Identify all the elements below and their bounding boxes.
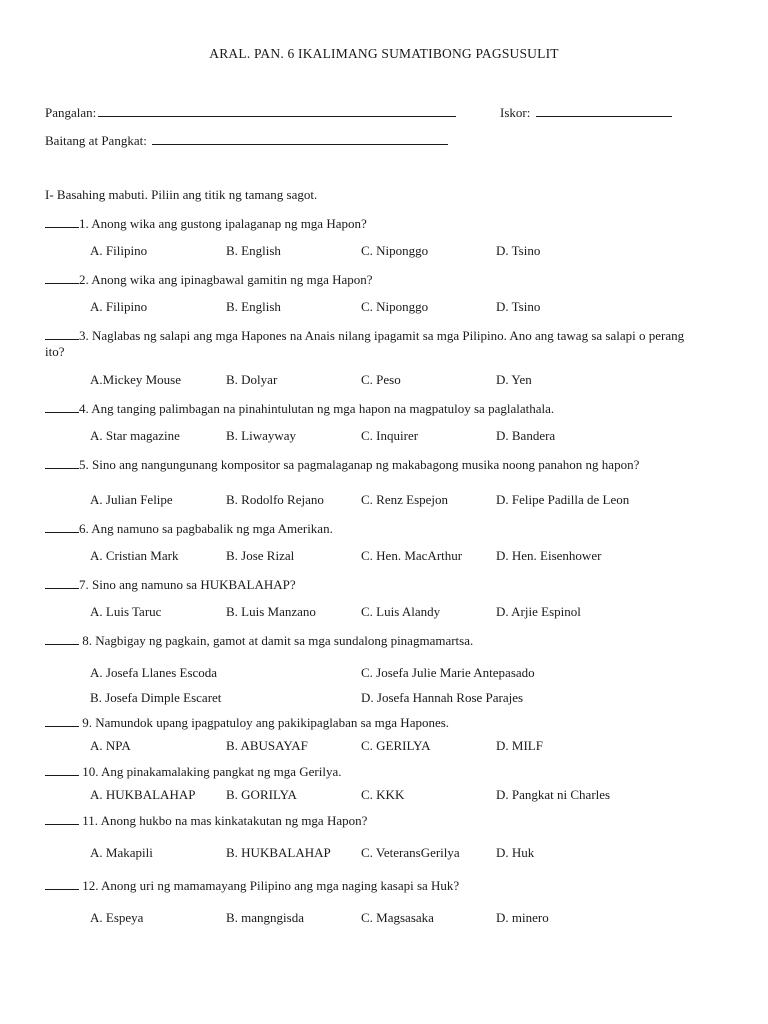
option-d: D. Tsino	[496, 299, 541, 314]
question-text: Sino ang nangungunang kompositor sa pagmalaganap ng makabagong musika noong panahon ng hapon?	[92, 457, 640, 472]
question-text: Ang pinakamalaking pangkat ng mga Gerilya.	[101, 764, 342, 779]
option-a: A. Cristian Mark	[90, 548, 179, 563]
question-2	[45, 271, 373, 288]
question-text: Anong uri ng mamamayang Pilipino ang mga naging kasapi sa Huk?	[101, 878, 460, 893]
baitang-field[interactable]	[45, 132, 448, 149]
option-c: C. KKK	[361, 787, 405, 802]
option-b: B. mangngisda	[226, 910, 304, 925]
option-a: A. Filipino	[90, 299, 148, 314]
question-number: 3.	[79, 328, 89, 343]
question-text: Namundok upang ipagpatuloy ang pakikipaglaban sa mga Hapones.	[95, 715, 450, 730]
question-text: Anong hukbo na mas kinkatakutan ng mga Hapon?	[100, 813, 368, 828]
option-a: A. Filipino	[90, 243, 148, 258]
option-c: C. Peso	[361, 372, 401, 387]
pangalan-blank[interactable]	[98, 104, 456, 117]
option-b: B. Jose Rizal	[226, 548, 295, 563]
answer-blank[interactable]	[45, 520, 79, 533]
question-number: 2.	[79, 272, 89, 287]
option-b: B. Rodolfo Rejano	[226, 492, 324, 507]
question-6	[45, 520, 333, 537]
question-number: 10.	[82, 764, 99, 779]
page-title: ARAL. PAN. 6 IKALIMANG SUMATIBONG PAGSUSULIT	[209, 46, 559, 61]
iskor-field[interactable]	[500, 104, 672, 121]
question-number: 6.	[79, 521, 89, 536]
option-b: B. GORILYA	[226, 787, 297, 802]
answer-blank[interactable]	[45, 400, 79, 413]
option-c: C. Niponggo	[361, 243, 429, 258]
option-d: D. Tsino	[496, 243, 541, 258]
option-d: D. Bandera	[496, 428, 556, 443]
option-d: D. Hen. Eisenhower	[496, 548, 602, 563]
answer-blank[interactable]	[45, 456, 79, 469]
option-a: A. Julian Felipe	[90, 492, 173, 507]
question-number: 8.	[82, 633, 92, 648]
option-c: C. Niponggo	[361, 299, 429, 314]
question-12	[45, 877, 459, 894]
question-text: Ang namuno sa pagbabalik ng mga Amerikan.	[91, 521, 333, 536]
question-number: 4.	[79, 401, 89, 416]
instruction: I- Basahing mabuti. Piliin ang titik ng tamang sagot.	[45, 187, 318, 202]
option-c: C. Inquirer	[361, 428, 419, 443]
question-text: Naglabas ng salapi ang mga Hapones na Anais nilang ipagamit sa mga Pilipino. Ano ang tawag sa salapi o perang ito?	[45, 328, 685, 359]
option-a: A. Espeya	[90, 910, 144, 925]
question-number: 11.	[82, 813, 99, 828]
option-d: D. MILF	[496, 738, 543, 753]
option-c: C. VeteransGerilya	[361, 845, 460, 860]
answer-blank[interactable]	[45, 271, 79, 284]
question-number: 5.	[79, 457, 89, 472]
iskor-label: Iskor:	[500, 105, 531, 120]
option-b: B. HUKBALAHAP	[226, 845, 331, 860]
question-text: Anong wika ang ipinagbawal gamitin ng mga Hapon?	[91, 272, 373, 287]
question-text: Sino ang namuno sa HUKBALAHAP?	[92, 577, 296, 592]
answer-blank[interactable]	[45, 327, 79, 340]
question-11	[45, 812, 367, 829]
answer-blank[interactable]	[45, 812, 79, 825]
question-3	[45, 327, 695, 360]
answer-blank[interactable]	[45, 714, 79, 727]
question-9	[45, 714, 449, 731]
option-b: B. Luis Manzano	[226, 604, 316, 619]
baitang-label: Baitang at Pangkat:	[45, 133, 147, 148]
option-a: A. Makapili	[90, 845, 153, 860]
option-b: B. ABUSAYAF	[226, 738, 308, 753]
option-a: A. NPA	[90, 738, 131, 753]
question-5	[45, 456, 639, 473]
option-b: B. Dolyar	[226, 372, 278, 387]
option-c: C. Magsasaka	[361, 910, 434, 925]
option-b: B. English	[226, 243, 281, 258]
option-d: D. minero	[496, 910, 549, 925]
option-b: B. Liwayway	[226, 428, 297, 443]
question-number: 1.	[79, 216, 89, 231]
answer-blank[interactable]	[45, 763, 79, 776]
option-c: C. Hen. MacArthur	[361, 548, 463, 563]
option-c: C. Renz Espejon	[361, 492, 449, 507]
option-a: A. Luis Taruc	[90, 604, 162, 619]
option-d: D. Huk	[496, 845, 535, 860]
answer-blank[interactable]	[45, 632, 79, 645]
option-c: C. Josefa Julie Marie Antepasado	[361, 665, 535, 680]
question-10	[45, 763, 341, 780]
option-c: C. Luis Alandy	[361, 604, 441, 619]
question-8	[45, 632, 473, 649]
question-number: 9.	[82, 715, 92, 730]
option-c: C. GERILYA	[361, 738, 431, 753]
question-text: Ang tanging palimbagan na pinahintulutan ng mga hapon na magpatuloy sa paglalathala.	[91, 401, 555, 416]
answer-blank[interactable]	[45, 576, 79, 589]
baitang-blank[interactable]	[152, 132, 448, 145]
option-d: D. Josefa Hannah Rose Parajes	[361, 690, 524, 705]
option-b: B. Josefa Dimple Escaret	[90, 690, 222, 705]
answer-blank[interactable]	[45, 215, 79, 228]
option-d: D. Felipe Padilla de Leon	[496, 492, 630, 507]
pangalan-label: Pangalan:	[45, 105, 97, 120]
option-a: A. Star magazine	[90, 428, 180, 443]
option-d: D. Pangkat ni Charles	[496, 787, 611, 802]
question-4	[45, 400, 554, 417]
question-number: 7.	[79, 577, 89, 592]
iskor-blank[interactable]	[536, 104, 672, 117]
option-a: A.Mickey Mouse	[90, 372, 181, 387]
question-text: Nagbigay ng pagkain, gamot at damit sa mga sundalong pinagmamartsa.	[95, 633, 474, 648]
question-7	[45, 576, 296, 593]
option-b: B. English	[226, 299, 281, 314]
question-number: 12.	[82, 878, 99, 893]
question-text: Anong wika ang gustong ipalaganap ng mga Hapon?	[91, 216, 367, 231]
option-d: D. Arjie Espinol	[496, 604, 581, 619]
option-d: D. Yen	[496, 372, 532, 387]
question-1	[45, 215, 367, 232]
option-a: A. Josefa Llanes Escoda	[90, 665, 218, 680]
option-a: A. HUKBALAHAP	[90, 787, 196, 802]
answer-blank[interactable]	[45, 877, 79, 890]
pangalan-field[interactable]	[45, 104, 456, 121]
